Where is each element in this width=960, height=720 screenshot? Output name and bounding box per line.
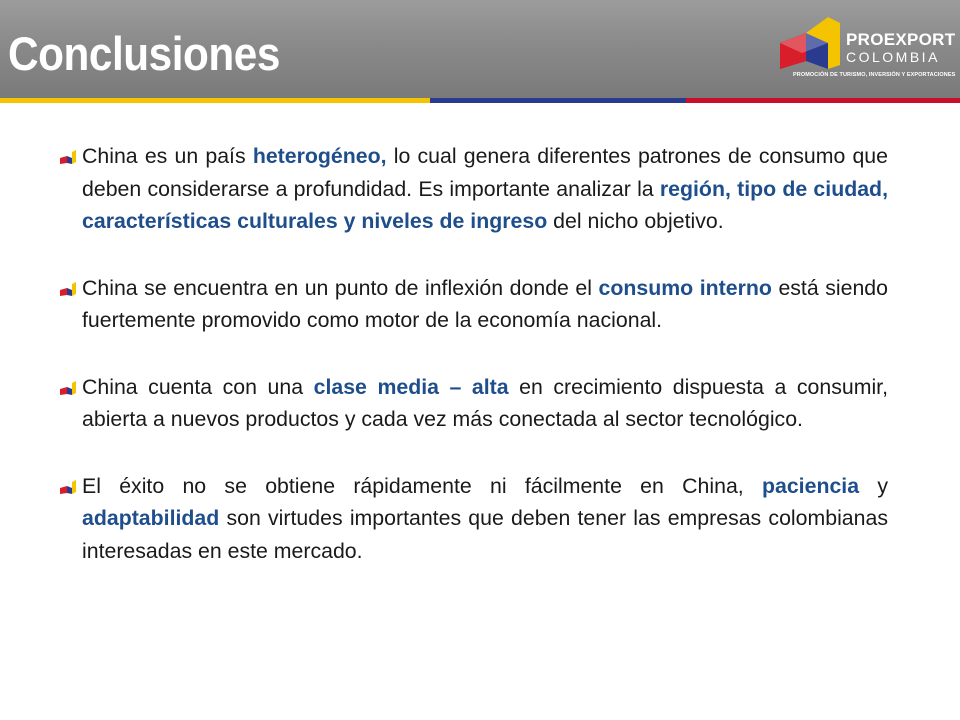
slide-title: Conclusiones <box>8 27 280 80</box>
bullet-text: El éxito no se obtiene rápidamente ni fácilmente en China, <box>82 473 762 498</box>
bullet-list <box>58 140 888 601</box>
bullet-item <box>58 272 888 337</box>
logo-country: COLOMBIA <box>846 49 940 65</box>
highlighted-text: heterogéneo, <box>252 144 387 168</box>
bullet-text: son virtudes importantes que deben tener las empresas colombianas interesadas en este mercado. <box>82 506 888 563</box>
bullet-item <box>58 470 888 568</box>
bullet-text: está siendo fuertemente promovido como motor de la economía nacional. <box>82 275 888 332</box>
logo-tagline: PROMOCIÓN DE TURISMO, INVERSIÓN Y EXPORTACIONES <box>793 72 956 78</box>
highlighted-text: clase media – alta <box>313 374 509 399</box>
bullet-text: y <box>859 473 888 498</box>
proexport-logo <box>776 15 956 85</box>
bullet-item <box>58 371 888 436</box>
bullet-text: en crecimiento dispuesta a consumir, abierta a nuevos productos y cada vez más conectada al sector tecnológico. <box>82 374 889 431</box>
highlighted-text: región, tipo de ciudad, características culturales y niveles de ingreso <box>82 176 888 233</box>
checkmark-bullet-icon <box>58 150 80 164</box>
title-bar <box>0 0 960 98</box>
bullet-text: China cuenta con una <box>82 374 314 399</box>
logo-name: PROEXPORT <box>846 30 956 49</box>
bullet-text: China se encuentra en un punto de inflexión donde el <box>82 275 599 300</box>
bullet-text: China es un país <box>82 144 253 168</box>
bullet-text: lo cual genera diferentes patrones de consumo que deben considerarse a profundidad. Es importante analizar la <box>82 144 888 201</box>
bullet-item <box>58 140 888 238</box>
checkmark-bullet-icon <box>58 381 80 395</box>
checkmark-bullet-icon <box>58 480 80 494</box>
proexport-logo-icon <box>776 15 844 71</box>
bullet-text: del nicho objetivo. <box>547 209 724 233</box>
flag-stripe <box>0 98 960 103</box>
highlighted-text: paciencia <box>761 473 860 498</box>
highlighted-text: consumo interno <box>598 275 772 300</box>
highlighted-text: adaptabilidad <box>82 506 220 530</box>
checkmark-bullet-icon <box>58 282 80 296</box>
